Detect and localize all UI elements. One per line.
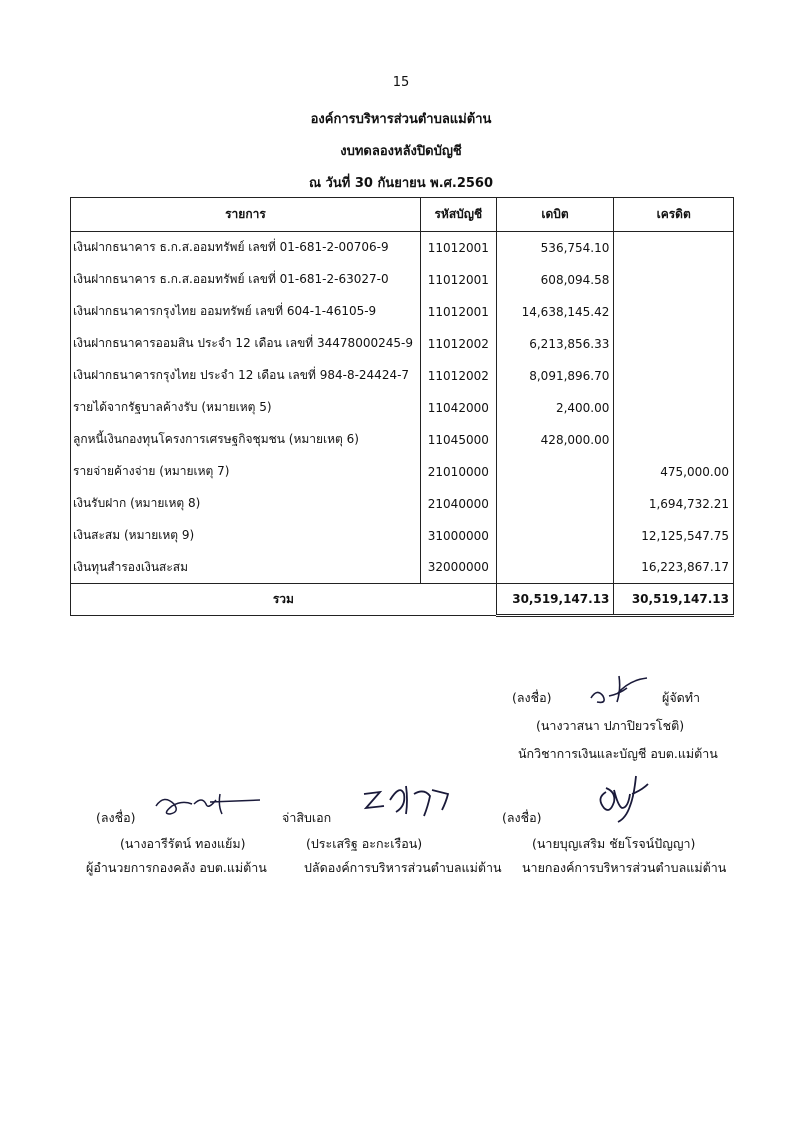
row-code: 11012001 [420, 296, 496, 328]
table-body [71, 232, 734, 584]
org-name: องค์การบริหารส่วนตำบลแม่ต้าน [310, 112, 492, 127]
trial-balance-table [70, 197, 734, 617]
row-desc: เงินสะสม (หมายเหตุ 9) [71, 520, 421, 552]
finance-position: ผู้อำนวยการกองคลัง อบต.แม่ต้าน [86, 860, 267, 875]
row-code: 11012002 [420, 360, 496, 392]
row-credit: 475,000.00 [614, 456, 734, 488]
row-debit [496, 456, 614, 488]
preparer-position: นักวิชาการเงินและบัญชี อบต.แม่ต้าน [518, 746, 718, 761]
row-code: 21010000 [420, 456, 496, 488]
row-credit [614, 296, 734, 328]
deputy-signature-icon [360, 780, 455, 822]
report-title: งบทดลองหลังปิดบัญชี [340, 144, 462, 159]
row-code: 11045000 [420, 424, 496, 456]
mayor-sign-label: (ลงชื่อ) [502, 810, 542, 825]
row-credit [614, 232, 734, 264]
row-code: 32000000 [420, 552, 496, 584]
table-header-row [71, 198, 734, 232]
row-debit: 14,638,145.42 [496, 296, 614, 328]
row-code: 11012001 [420, 264, 496, 296]
table-row [71, 456, 734, 488]
table-row [71, 520, 734, 552]
table-row [71, 328, 734, 360]
row-debit [496, 488, 614, 520]
deputy-position: ปลัดองค์การบริหารส่วนตำบลแม่ต้าน [304, 860, 502, 875]
row-credit [614, 360, 734, 392]
row-desc: เงินรับฝาก (หมายเหตุ 8) [71, 488, 421, 520]
row-debit: 608,094.58 [496, 264, 614, 296]
preparer-sign-label: (ลงชื่อ) [512, 690, 552, 705]
col-header-code: รหัสบัญชี [420, 198, 496, 232]
row-debit: 6,213,856.33 [496, 328, 614, 360]
row-code: 11012002 [420, 328, 496, 360]
row-credit: 16,223,867.17 [614, 552, 734, 584]
row-credit: 12,125,547.75 [614, 520, 734, 552]
row-code: 11012001 [420, 232, 496, 264]
mayor-signature-icon [592, 772, 662, 828]
row-desc: เงินฝากธนาคารออมสิน ประจำ 12 เดือน เลขที่ 34478000245-9 [71, 328, 421, 360]
row-desc: รายจ่ายค้างจ่าย (หมายเหตุ 7) [71, 456, 421, 488]
row-debit: 536,754.10 [496, 232, 614, 264]
row-desc: ลูกหนี้เงินกองทุนโครงการเศรษฐกิจชุมชน (หมายเหตุ 6) [71, 424, 421, 456]
preparer-signature-icon [585, 668, 655, 710]
col-header-credit: เครดิต [614, 198, 734, 232]
row-desc: เงินฝากธนาคารกรุงไทย ออมทรัพย์ เลขที่ 604-1-46105-9 [71, 296, 421, 328]
table-row [71, 232, 734, 264]
row-credit [614, 392, 734, 424]
row-code: 11042000 [420, 392, 496, 424]
table-row [71, 392, 734, 424]
finance-sign-label: (ลงชื่อ) [96, 810, 136, 825]
mayor-position: นายกองค์การบริหารส่วนตำบลแม่ต้าน [522, 860, 727, 875]
total-row [71, 584, 734, 616]
table-row [71, 488, 734, 520]
table-row [71, 360, 734, 392]
total-label: รวม [71, 584, 497, 616]
finance-name: (นางอารีรัตน์ ทองแย้ม) [120, 836, 246, 851]
row-desc: เงินทุนสำรองเงินสะสม [71, 552, 421, 584]
row-debit [496, 552, 614, 584]
total-debit: 30,519,147.13 [496, 584, 614, 616]
row-desc: เงินฝากธนาคาร ธ.ก.ส.ออมทรัพย์ เลขที่ 01-681-2-00706-9 [71, 232, 421, 264]
row-code: 31000000 [420, 520, 496, 552]
col-header-item: รายการ [71, 198, 421, 232]
preparer-role: ผู้จัดทำ [662, 690, 701, 705]
preparer-name: (นางวาสนา ปภาปิยวรโชติ) [536, 718, 685, 733]
table-row [71, 296, 734, 328]
page-number: 15 [392, 75, 410, 90]
row-credit: 1,694,732.21 [614, 488, 734, 520]
finance-signature-icon [150, 788, 265, 820]
row-debit [496, 520, 614, 552]
row-credit [614, 264, 734, 296]
table-row [71, 264, 734, 296]
mayor-name: (นายบุญเสริม ชัยโรจน์ปัญญา) [532, 836, 696, 851]
deputy-rank: จ่าสิบเอก [282, 810, 332, 825]
row-debit: 428,000.00 [496, 424, 614, 456]
row-desc: เงินฝากธนาคาร ธ.ก.ส.ออมทรัพย์ เลขที่ 01-681-2-63027-0 [71, 264, 421, 296]
row-credit [614, 328, 734, 360]
total-credit: 30,519,147.13 [614, 584, 734, 616]
row-debit: 2,400.00 [496, 392, 614, 424]
row-desc: เงินฝากธนาคารกรุงไทย ประจำ 12 เดือน เลขที่ 984-8-24424-7 [71, 360, 421, 392]
table-row [71, 552, 734, 584]
row-debit: 8,091,896.70 [496, 360, 614, 392]
row-desc: รายได้จากรัฐบาลค้างรับ (หมายเหตุ 5) [71, 392, 421, 424]
deputy-name: (ประเสริฐ อะกะเรือน) [306, 836, 423, 851]
report-date: ณ วันที่ 30 กันยายน พ.ศ.2560 [308, 176, 494, 191]
col-header-debit: เดบิต [496, 198, 614, 232]
table-row [71, 424, 734, 456]
row-credit [614, 424, 734, 456]
row-code: 21040000 [420, 488, 496, 520]
